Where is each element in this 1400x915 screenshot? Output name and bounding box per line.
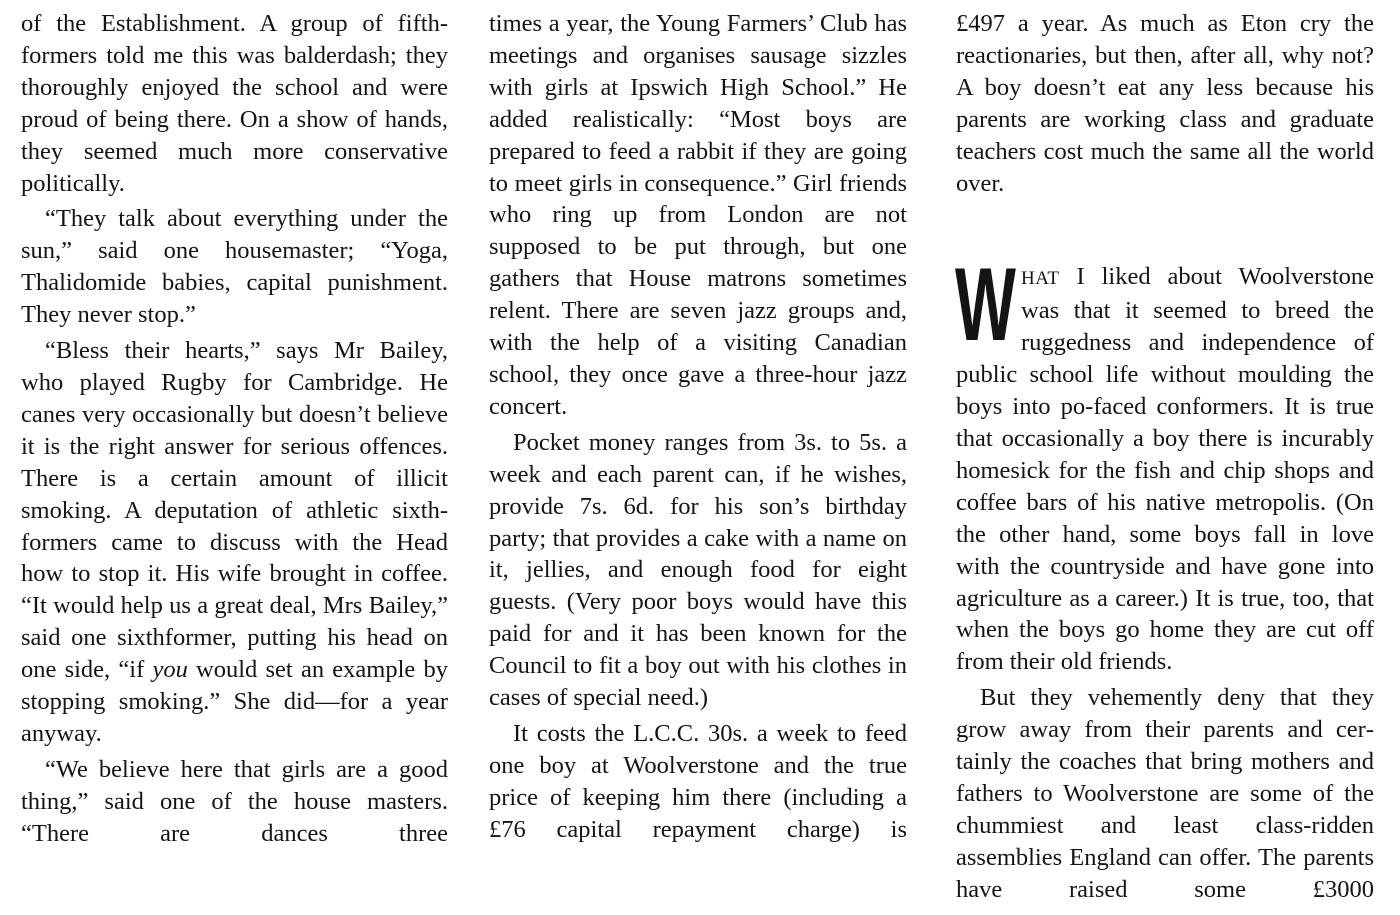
paragraph [21, 335, 448, 750]
paragraph: It costs the L.C.C. 30s. a week to feed one boy at Woolverstone and the true price of keeping him there (including a £76 capital repayment charge) is [489, 719, 907, 843]
paragraph: “We believe here that girls are a good thing,” said one of the house masters. “There are dances three [21, 755, 448, 847]
text-column-2 [489, 8, 907, 846]
small-caps-lead: HAT [1021, 268, 1060, 290]
paragraph: Pocket money ranges from 3s. to 5s. a week and each parent can, if he wishes, provide 7s. 6d. for his son’s birthday party; that provides a cake with a name on it, jellies, and enough food for eight guests. (Very poor boys would have this paid for and it has been known for the Council to fit a boy out with his clothes in cases of special need.) [489, 428, 907, 712]
paragraph [955, 247, 1374, 678]
paragraph: But they vehemently deny that they grow away from their parents and certainly the coaches that bring mothers and fathers to Woolverstone are some of the chummiest and least class-ridden assemblies England can offer. The parents have raised some £3000 [956, 684, 1374, 903]
drop-cap: W [955, 247, 1014, 364]
paragraph-text: would set an example by stopping smoking.” She did—for a year anyway. [21, 656, 449, 747]
paragraph-text: “Bless their hearts,” says Mr Bailey, who played Rugby for Cambridge. He canes very occasionally but doesn’t believe it is the right answer for serious offences. There is a certain amount of illicit smoking. A deputation of athletic sixth-formers came to discuss with the Head how to stop it. His wife brought in coffee. “It would help us a great deal, Mrs Bailey,” said one sixthformer, putting his head on one side, “if [21, 337, 448, 684]
paragraph: of the Establishment. A group of fifthformers told me this was balderdash; they thoroughly enjoyed the school and were proud of being there. On a show of hands, they seemed much more conservative politically. [21, 10, 448, 197]
paragraph: times a year, the Young Farmers’ Club has meetings and organises sausage sizzles with girls at Ipswich High School.” He added realistically: “Most boys are prepared to feed a rabbit if they are going to meet girls in consequence.” Girl friends who ring up from London are not supposed to be put through, but one gathers that House matrons sometimes relent. There are seven jazz groups and, with the help of a visiting Canadian school, they once gave a three-hour jazz concert. [489, 10, 907, 420]
text-column-1 [21, 8, 448, 850]
paragraph: “They talk about everything under the sun,” said one housemaster; “Yoga, Thalidomide babies, capital punishment. They never stop.” [21, 205, 448, 329]
emphasis-text: you [152, 656, 188, 684]
text-column-3 [956, 8, 1374, 906]
paragraph: £497 a year. As much as Eton cry the reactionaries, but then, after all, why not? A boy doesn’t eat any less because his parents are working class and graduate teachers cost much the same all the world over. [956, 10, 1374, 197]
paragraph-text: I liked about Woolverstone was that it seemed to breed the ruggedness and independence of public school life without moulding the boys into po-faced conformers. It is true that occasionally a boy there is incurably homesick for the fish and chip shops and coffee bars of his native metropolis. (On the other hand, some boys fall in love with the countryside and have gone into agriculture as a career.) It is true, too, that when the boys go home they are cut off from their old friends. [956, 263, 1374, 676]
